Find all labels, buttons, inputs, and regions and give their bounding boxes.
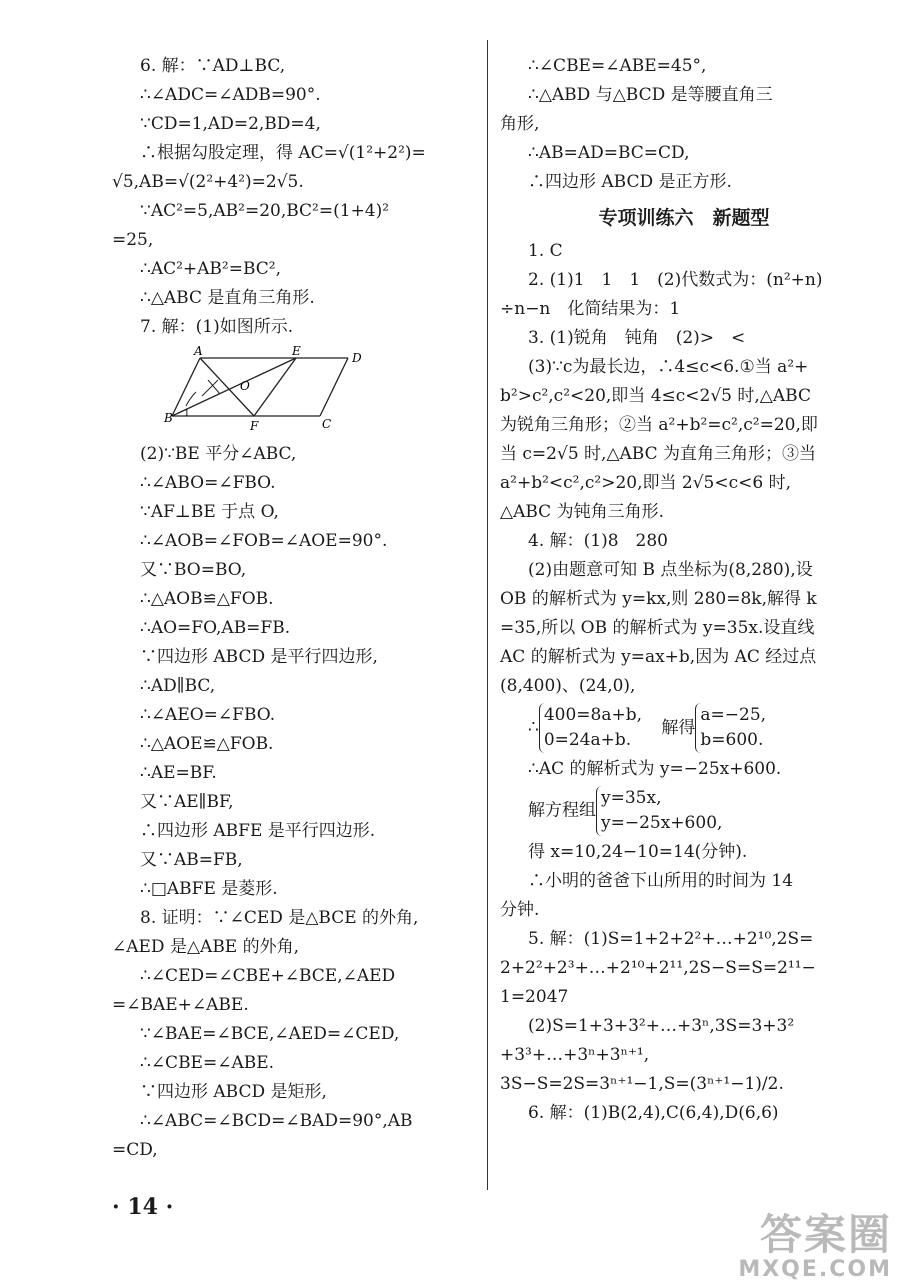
section-title: 专项训练六 新题型 — [598, 207, 770, 229]
left-text-line: 8. 证明：∵∠CED 是△BCE 的外角, — [140, 908, 419, 928]
left-text-line: ∵∠BAE=∠BCE,∠AED=∠CED, — [140, 1024, 400, 1044]
right-text-block-3 — [500, 755, 868, 784]
left-text-line: =25, — [112, 230, 154, 250]
left-text-line: ∴AC²+AB²=BC², — [140, 259, 282, 279]
left-text-line: ∴∠CED=∠CBE+∠BCE,∠AED — [140, 966, 396, 986]
right-text-line: ∴△ABD 与△BCD 是等腰直角三 — [528, 85, 773, 105]
right-text-line: ∴AC 的解析式为 y=−25x+600. — [528, 759, 782, 779]
label-A: A — [194, 344, 203, 358]
right-text-line: (3)∵c为最长边，∴4≤c<6.①当 a²+ — [528, 357, 809, 377]
right-text-line: 1=2047 — [500, 987, 569, 1007]
left-text-line: ∴四边形 ABFE 是平行四边形. — [140, 821, 376, 841]
left-text-line: (2)∵BE 平分∠ABC, — [140, 444, 297, 464]
left-text-line: ∵四边形 ABCD 是矩形, — [140, 1082, 327, 1102]
left-text-line: ∴△ABC 是直角三角形. — [140, 288, 315, 308]
right-text-line: (2)由题意可知 B 点坐标为(8,280),设 — [528, 560, 813, 580]
column-divider — [487, 40, 488, 1190]
right-text-line: 2+2²+2³+…+2¹⁰+2¹¹,2S−S=S=2¹¹− — [500, 958, 816, 978]
system2-brace — [596, 786, 722, 836]
left-text-line: ∴AD∥BC, — [140, 676, 216, 696]
left-text-line: ∴AO=FO,AB=FB. — [140, 618, 291, 638]
left-text-line: ∵四边形 ABCD 是平行四边形, — [140, 647, 378, 667]
left-text-line: =∠BAE+∠ABE. — [112, 995, 249, 1015]
right-text-block-2 — [500, 237, 868, 701]
label-1: 1 — [184, 409, 190, 419]
left-text-line: ∵CD=1,AD=2,BD=4, — [140, 114, 321, 134]
right-text-block-4 — [500, 838, 868, 1128]
left-text-line: ∴根据勾股定理，得 AC=√(1²+2²)= — [140, 143, 426, 163]
right-text-line: +3³+…+3ⁿ+3ⁿ⁺¹, — [500, 1045, 650, 1065]
right-text-line: 角形, — [500, 114, 540, 134]
left-text-line: ∴△AOE≌△FOB. — [140, 734, 274, 754]
left-column — [112, 52, 477, 1165]
label-F: F — [250, 419, 259, 433]
system2-eq2: y=−25x+600, — [601, 813, 723, 833]
equation-system-1 — [500, 703, 868, 753]
right-text-line: 5. 解：(1)S=1+2+2²+…+2¹⁰,2S= — [528, 929, 814, 949]
page-number: · 14 · — [112, 1194, 174, 1220]
left-text-line: 7. 解：(1)如图所示. — [140, 317, 294, 337]
right-text-line: (8,400)、(24,0), — [500, 676, 636, 696]
label-O: O — [240, 379, 250, 393]
left-text-line: 6. 解：∵AD⊥BC, — [140, 56, 286, 76]
right-text-line: 3S−S=2S=3ⁿ⁺¹−1,S=(3ⁿ⁺¹−1)/2. — [500, 1074, 784, 1094]
right-text-line: =35,所以 OB 的解析式为 y=35x.设直线 — [500, 618, 815, 638]
system1-brace — [539, 703, 642, 753]
right-column — [500, 52, 868, 1128]
right-text-line: 2. (1)1 1 1 (2)代数式为：(n²+n) — [528, 270, 823, 290]
left-text-line: ∴∠AEO=∠FBO. — [140, 705, 276, 725]
parallelogram-figure — [112, 346, 477, 434]
right-text-line: b²>c²,c²<20,即当 4≤c<2√5 时,△ABC — [500, 386, 811, 406]
left-text-line: =CD, — [112, 1140, 158, 1160]
left-text-line: 又∵AE∥BF, — [140, 792, 234, 812]
equation-system-2 — [500, 786, 868, 836]
right-text-line: 3. (1)锐角 钝角 (2)> < — [528, 328, 746, 348]
right-text-line: 4. 解：(1)8 280 — [528, 531, 668, 551]
right-text-line: ∴四边形 ABCD 是正方形. — [528, 172, 732, 192]
left-text-block-1 — [112, 52, 477, 342]
system1-prefix: ∴ — [528, 717, 539, 738]
system1-solve-word: 解得 — [661, 717, 696, 738]
left-text-line: ∴∠ADC=∠ADB=90°. — [140, 85, 321, 105]
system1-eq1: 400=8a+b, — [543, 705, 643, 725]
right-text-line: a²+b²<c²,c²>20,即当 2√5<c<6 时, — [500, 473, 791, 493]
right-text-line: 为锐角三角形；②当 a²+b²=c²,c²=20,即 — [500, 415, 818, 435]
system1-sol1: a=−25, — [700, 705, 767, 725]
left-text-line: 又∵BO=BO, — [140, 560, 247, 580]
parallelogram-diagram — [164, 344, 362, 434]
right-text-line: 分钟. — [500, 900, 540, 920]
watermark-logo — [738, 1210, 892, 1282]
left-text-line: 又∵AB=FB, — [140, 850, 243, 870]
watermark-url: MXQE.COM — [738, 1257, 892, 1282]
left-text-line: ∴∠ABC=∠BCD=∠BAD=90°,AB — [140, 1111, 413, 1131]
left-text-line: √5,AB=√(2²+4²)=2√5. — [112, 172, 304, 192]
left-text-line: ∵AF⊥BE 于点 O, — [140, 502, 279, 522]
left-text-line: ∵AC²=5,AB²=20,BC²=(1+4)² — [140, 201, 390, 221]
system1-eq2: 0=24a+b. — [543, 730, 632, 750]
right-text-line: 当 c=2√5 时,△ABC 为直角三角形；③当 — [500, 444, 817, 464]
left-text-line: ∴□ABFE 是菱形. — [140, 879, 278, 899]
system1-sol2: b=600. — [700, 730, 764, 750]
left-text-line: ∴AE=BF. — [140, 763, 217, 783]
right-text-line: 1. C — [528, 241, 563, 261]
left-text-line: ∴△AOB≌△FOB. — [140, 589, 274, 609]
system2-eq1: y=35x, — [601, 788, 662, 808]
right-text-line: OB 的解析式为 y=kx,则 280=8k,解得 k — [500, 589, 817, 609]
label-D: D — [352, 351, 362, 365]
right-text-line: △ABC 为钝角三角形. — [500, 502, 664, 522]
right-text-line: 得 x=10,24−10=14(分钟). — [528, 842, 748, 862]
right-text-line: ÷n−n 化简结果为：1 — [500, 299, 681, 319]
label-B: B — [164, 411, 173, 425]
left-text-line: ∴∠CBE=∠ABE. — [140, 1053, 275, 1073]
label-E: E — [292, 344, 301, 358]
system2-prefix: 解方程组 — [528, 800, 596, 821]
right-text-line: (2)S=1+3+3²+…+3ⁿ,3S=3+3² — [528, 1016, 795, 1036]
left-text-block-2 — [112, 440, 477, 1165]
right-text-line: ∴小明的爸爸下山所用的时间为 14 — [528, 871, 794, 891]
label-C: C — [322, 417, 332, 431]
system1-solution-brace — [695, 703, 766, 753]
left-text-line: ∴∠AOB=∠FOB=∠AOE=90°. — [140, 531, 388, 551]
watermark-title: 答案圈 — [759, 1210, 892, 1259]
left-text-line: ∴∠ABO=∠FBO. — [140, 473, 276, 493]
right-text-line: 6. 解：(1)B(2,4),C(6,4),D(6,6) — [528, 1103, 779, 1123]
left-text-line: ∠AED 是△ABE 的外角, — [112, 937, 300, 957]
right-text-line: ∴∠CBE=∠ABE=45°, — [528, 56, 707, 76]
right-text-line: ∴AB=AD=BC=CD, — [528, 143, 690, 163]
right-text-line: AC 的解析式为 y=ax+b,因为 AC 经过点 — [500, 647, 817, 667]
right-text-block-1 — [500, 52, 868, 197]
